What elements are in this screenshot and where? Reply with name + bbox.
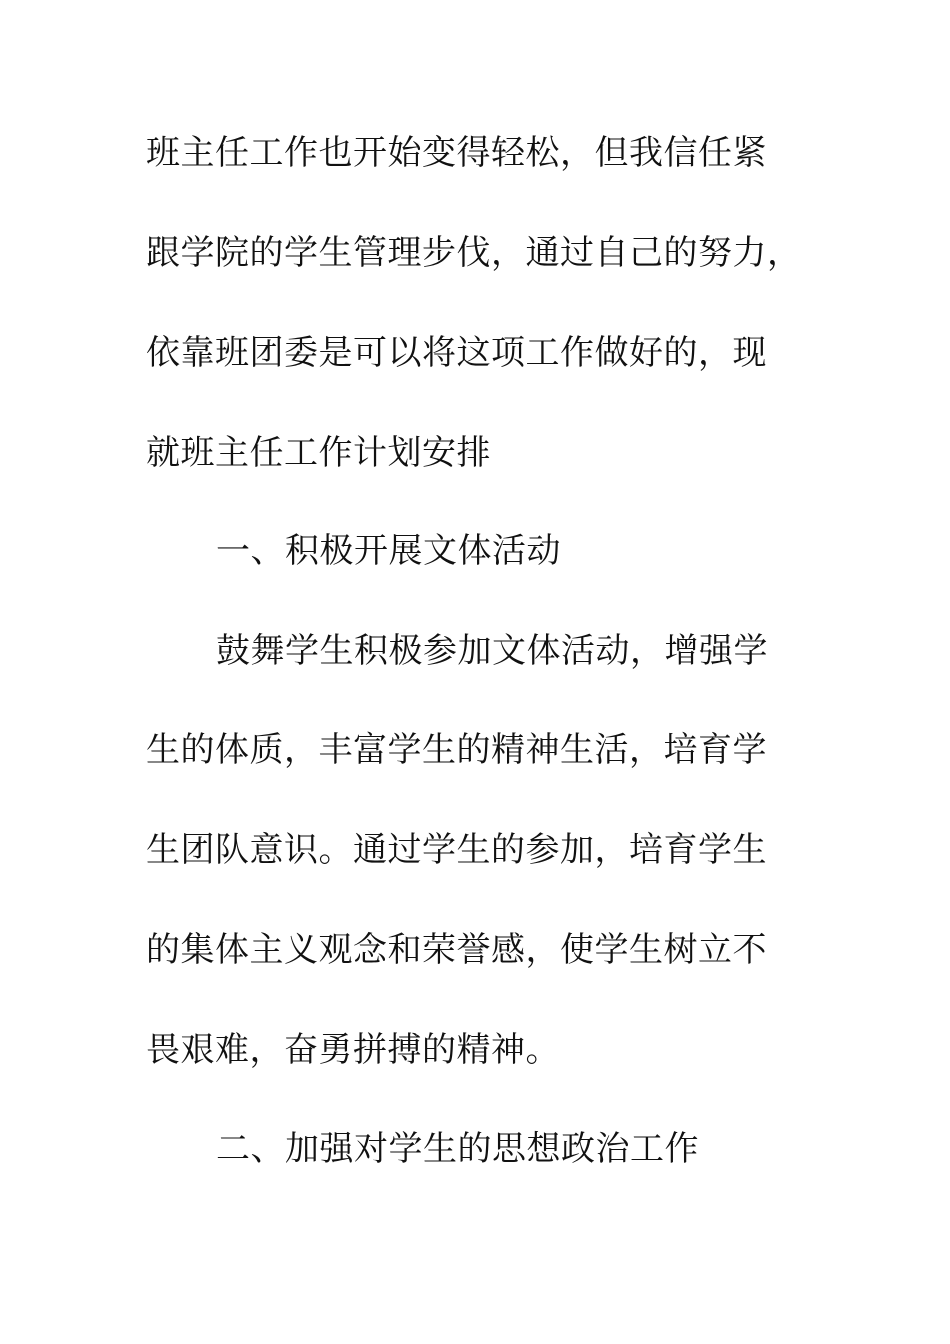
paragraph-line: 就班主任工作计划安排 [146,433,491,473]
paragraph-line: 生团队意识。通过学生的参加，培育学生 [146,830,767,870]
paragraph-line: 班主任工作也开始变得轻松，但我信任紧 [146,133,767,173]
paragraph-line: 鼓舞学生积极参加文体活动，增强学 [216,631,768,671]
paragraph-line: 畏艰难，奋勇拼搏的精神。 [146,1030,560,1070]
paragraph-line: 的集体主义观念和荣誉感，使学生树立不 [146,930,767,970]
section-heading: 一、积极开展文体活动 [216,531,561,571]
paragraph-line: 跟学院的学生管理步伐，通过自己的努力， [146,233,802,273]
section-heading: 二、加强对学生的思想政治工作 [216,1129,699,1169]
paragraph-line: 生的体质，丰富学生的精神生活，培育学 [146,730,767,770]
paragraph-line: 依靠班团委是可以将这项工作做好的，现 [146,333,767,373]
